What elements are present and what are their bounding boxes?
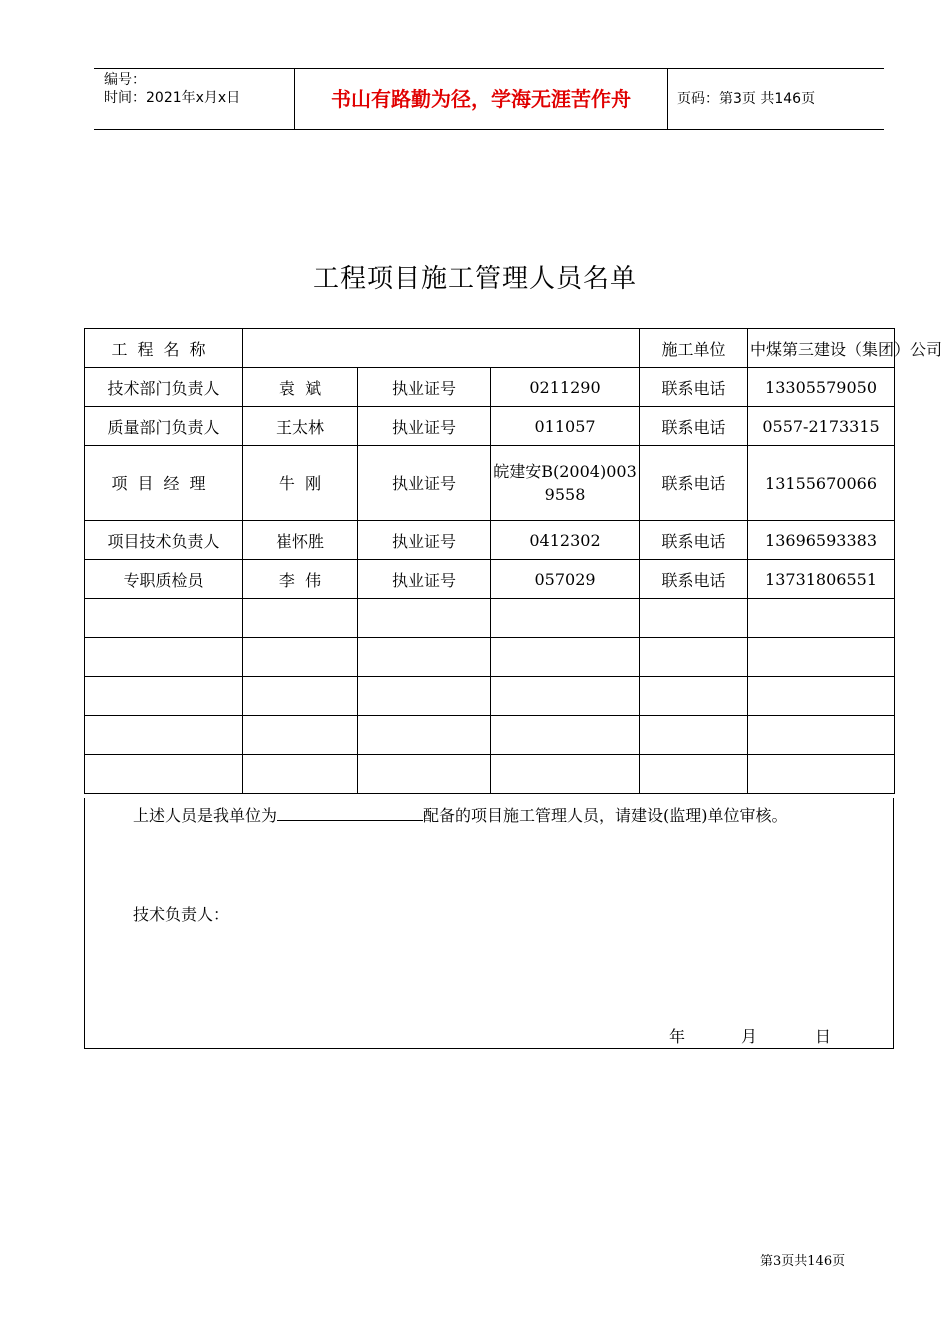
role-cell: 项目经理 bbox=[85, 446, 243, 521]
phone-cell: 13731806551 bbox=[748, 560, 895, 599]
phone-cell: 13696593383 bbox=[748, 521, 895, 560]
empty-cell bbox=[748, 599, 895, 638]
date-month: 月 bbox=[741, 1027, 758, 1046]
empty-cell bbox=[491, 677, 640, 716]
statement-post: 配备的项目施工管理人员，请建设(监理)单位审核。 bbox=[423, 806, 788, 825]
construction-unit-value: 中煤第三建设（集团）公司 bbox=[748, 329, 895, 368]
empty-cell bbox=[748, 755, 895, 794]
empty-cell bbox=[85, 716, 243, 755]
empty-cell bbox=[358, 716, 491, 755]
document-title: 工程项目施工管理人员名单 bbox=[312, 264, 637, 294]
header-time: 时间：2021年x月x日 bbox=[104, 90, 241, 106]
fill-in-blank bbox=[277, 804, 423, 821]
cert-cell: 0412302 bbox=[491, 521, 640, 560]
empty-cell bbox=[748, 638, 895, 677]
cert-label-cell: 执业证号 bbox=[358, 560, 491, 599]
empty-cell bbox=[358, 638, 491, 677]
construction-unit-label: 施工单位 bbox=[640, 329, 748, 368]
table-row bbox=[85, 560, 895, 599]
empty-cell bbox=[358, 599, 491, 638]
empty-cell bbox=[85, 677, 243, 716]
header-page-info: 页码：第3页 共146页 bbox=[677, 91, 816, 107]
empty-row bbox=[85, 716, 895, 755]
empty-cell bbox=[85, 755, 243, 794]
name-cell: 袁 斌 bbox=[243, 368, 358, 407]
empty-cell bbox=[640, 716, 748, 755]
page-footer: 第3页共146页 bbox=[760, 1254, 846, 1269]
header-divider bbox=[667, 69, 668, 129]
role-cell: 质量部门负责人 bbox=[85, 407, 243, 446]
cert-cell: 0211290 bbox=[491, 368, 640, 407]
statement-line bbox=[133, 803, 788, 826]
phone-label-cell: 联系电话 bbox=[640, 560, 748, 599]
empty-cell bbox=[85, 638, 243, 677]
cert-label-cell: 执业证号 bbox=[358, 521, 491, 560]
empty-cell bbox=[640, 755, 748, 794]
phone-label-cell: 联系电话 bbox=[640, 446, 748, 521]
staff-table bbox=[84, 328, 943, 794]
cert-label-cell: 执业证号 bbox=[358, 407, 491, 446]
empty-cell bbox=[491, 638, 640, 677]
empty-row bbox=[85, 599, 895, 638]
table-row bbox=[85, 407, 895, 446]
approval-note bbox=[84, 798, 894, 1049]
empty-cell bbox=[243, 638, 358, 677]
page-header bbox=[94, 68, 884, 130]
header-meta bbox=[104, 71, 294, 107]
name-cell: 李 伟 bbox=[243, 560, 358, 599]
table-row bbox=[85, 521, 895, 560]
phone-label-cell: 联系电话 bbox=[640, 521, 748, 560]
header-motto: 书山有路勤为径，学海无涯苦作舟 bbox=[331, 87, 631, 111]
date-day: 日 bbox=[815, 1027, 832, 1046]
empty-cell bbox=[640, 599, 748, 638]
statement-pre: 上述人员是我单位为 bbox=[133, 806, 278, 825]
cert-label-cell: 执业证号 bbox=[358, 368, 491, 407]
phone-cell: 13155670066 bbox=[748, 446, 895, 521]
cert-label-cell: 执业证号 bbox=[358, 446, 491, 521]
cert-cell: 皖建安B(2004)0039558 bbox=[491, 446, 640, 521]
empty-cell bbox=[243, 716, 358, 755]
signature-label: 技术负责人： bbox=[133, 905, 230, 924]
role-cell: 技术部门负责人 bbox=[85, 368, 243, 407]
empty-row bbox=[85, 755, 895, 794]
empty-cell bbox=[748, 716, 895, 755]
role-cell: 专职质检员 bbox=[85, 560, 243, 599]
empty-cell bbox=[243, 755, 358, 794]
empty-cell bbox=[85, 599, 243, 638]
phone-label-cell: 联系电话 bbox=[640, 368, 748, 407]
name-cell: 王太林 bbox=[243, 407, 358, 446]
cert-cell: 011057 bbox=[491, 407, 640, 446]
phone-label-cell: 联系电话 bbox=[640, 407, 748, 446]
cert-cell: 057029 bbox=[491, 560, 640, 599]
project-name-value bbox=[243, 329, 640, 368]
empty-cell bbox=[640, 677, 748, 716]
date-year: 年 bbox=[669, 1027, 686, 1046]
header-code: 编号： bbox=[104, 72, 146, 88]
empty-row bbox=[85, 638, 895, 677]
role-cell: 项目技术负责人 bbox=[85, 521, 243, 560]
empty-cell bbox=[491, 755, 640, 794]
table-row bbox=[85, 368, 895, 407]
table-row bbox=[85, 329, 895, 368]
empty-row bbox=[85, 677, 895, 716]
empty-cell bbox=[640, 638, 748, 677]
empty-cell bbox=[243, 599, 358, 638]
empty-cell bbox=[748, 677, 895, 716]
phone-cell: 0557-2173315 bbox=[748, 407, 895, 446]
table-row bbox=[85, 446, 895, 521]
project-name-label: 工程名称 bbox=[85, 329, 243, 368]
empty-cell bbox=[358, 677, 491, 716]
date-line bbox=[669, 1024, 831, 1047]
empty-cell bbox=[243, 677, 358, 716]
empty-cell bbox=[491, 716, 640, 755]
phone-cell: 13305579050 bbox=[748, 368, 895, 407]
name-cell: 崔怀胜 bbox=[243, 521, 358, 560]
empty-cell bbox=[491, 599, 640, 638]
empty-cell bbox=[358, 755, 491, 794]
name-cell: 牛 刚 bbox=[243, 446, 358, 521]
